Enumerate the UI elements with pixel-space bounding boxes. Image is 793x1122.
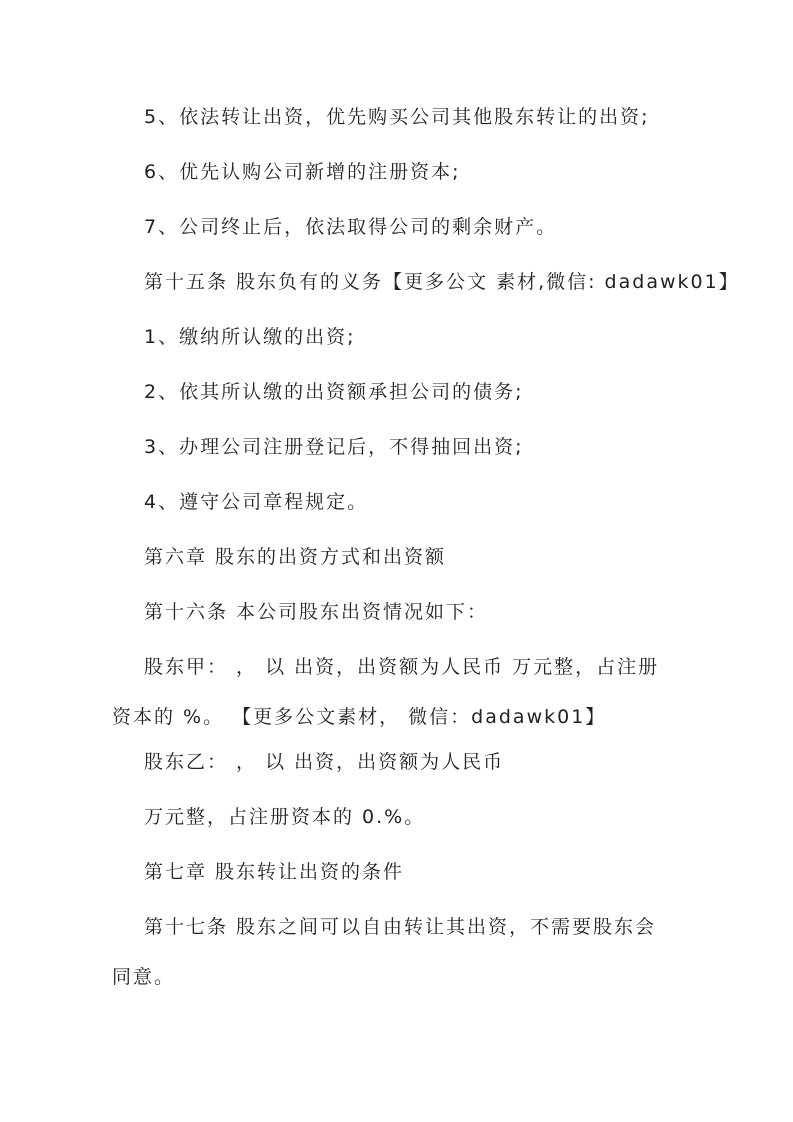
chapter-7-heading: 第七章 股东转让出资的条件 (144, 861, 405, 883)
article-15-heading: 第十五条 股东负有的义务【更多公文 素材,微信: dadawk01】 (144, 271, 740, 293)
shareholder-b-line-1: 股东乙： ， 以 出资，出资额为人民币 (144, 751, 505, 773)
chapter-6-heading: 第六章 股东的出资方式和出资额 (144, 546, 447, 568)
right-item-6: 6、优先认购公司新增的注册资本; (144, 161, 461, 183)
obligation-item-2: 2、依其所认缴的出资额承担公司的债务; (144, 381, 524, 403)
shareholder-a-line-1: 股东甲： ， 以 出资，出资额为人民币 万元整，占注册 (144, 656, 660, 678)
article-17-line-1: 第十七条 股东之间可以自由转让其出资，不需要股东会 (144, 916, 657, 938)
shareholder-b-line-2: 万元整，占注册资本的 0.%。 (144, 806, 426, 828)
obligation-item-3: 3、办理公司注册登记后，不得抽回出资; (144, 436, 524, 458)
article-16-heading: 第十六条 本公司股东出资情况如下： (144, 601, 489, 623)
shareholder-a-line-2: 资本的 %。 【更多公文素材， 微信：dadawk01】 (112, 706, 607, 728)
obligation-item-1: 1、缴纳所认缴的出资; (144, 326, 356, 348)
article-17-line-2: 同意。 (112, 966, 176, 988)
obligation-item-4: 4、遵守公司章程规定。 (144, 491, 369, 513)
article-17-paragraph (112, 916, 698, 988)
right-item-7: 7、公司终止后，依法取得公司的剩余财产。 (144, 216, 558, 238)
right-item-5: 5、依法转让出资，优先购买公司其他股东转让的出资; (144, 106, 650, 128)
shareholder-a-paragraph (112, 656, 698, 728)
